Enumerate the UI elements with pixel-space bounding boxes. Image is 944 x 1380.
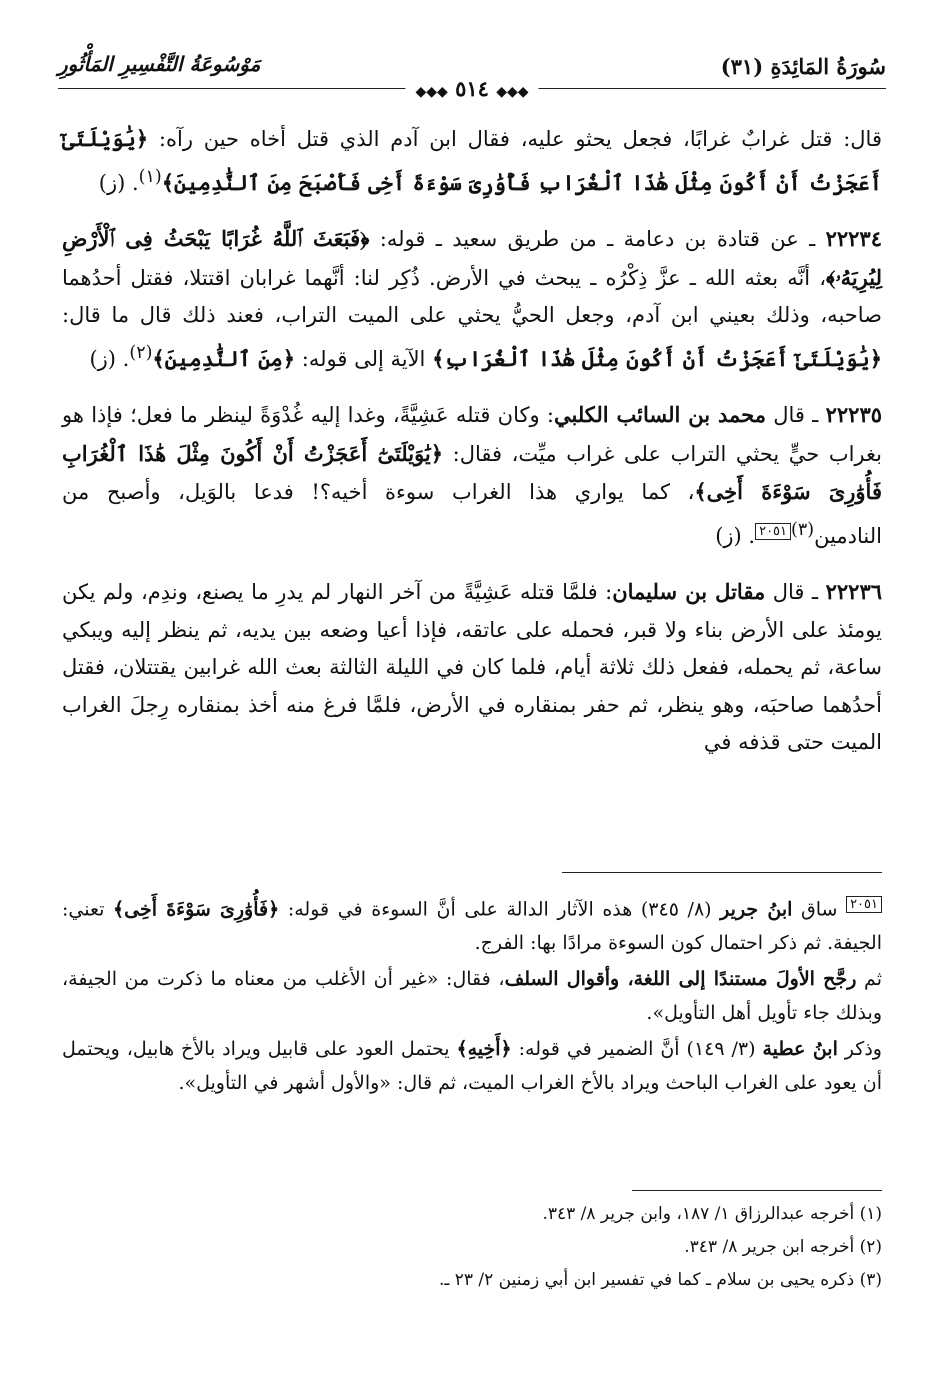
narration-number: ٢٢٢٣٤	[825, 226, 882, 251]
quran-verse: ﴿فَبَعَثَ ٱللَّهُ غُرَابًا يَبْحَثُ فِى ٱلْأَرْضِ لِيُرِيَهُۥ﴾	[62, 226, 882, 290]
main-text	[62, 120, 882, 780]
text: ـ قال	[765, 403, 826, 427]
paragraph	[62, 396, 882, 555]
text: ، كما يواري هذا الغراب سوءة أخيه؟! فدعا بالوَيل، وأصبح من النادمين	[62, 480, 882, 548]
paragraph	[62, 120, 882, 202]
text: ـ عن قتادة بن دعامة ـ من طريق سعيد ـ قوله:	[369, 227, 826, 251]
quran-verse: ﴿فَأُوَٰرِىَ سَوْءَةَ أَخِى﴾	[113, 898, 280, 921]
scholar-name: ابنُ جرير	[720, 898, 793, 921]
text: الآية إلى قوله:	[295, 346, 433, 371]
surah-title: سُورَةُ المَائِدَةِ (٣١)	[720, 54, 886, 79]
note-reference: ٢٠٥١	[846, 896, 882, 913]
footnote: (٣) ذكره يحيى بن سلام ـ كما في تفسير ابن أبي زمنين ٢/ ٢٣ ـ.	[438, 1270, 882, 1290]
text: . (ز)	[715, 523, 756, 548]
ornament-icon: ◆◆◆	[415, 84, 448, 100]
emphasis: رجَّح الأولَ مستندًا إلى اللغة، وأقوال السلف	[504, 968, 857, 991]
text: : وكان قتله عَشِيَّةً، وغدا إليه غُدْوَةً لينظر ما فعل؛ فإذا هو بغراب حيٍّ يحثي التراب على غراب ميِّت، فقال:	[62, 403, 882, 466]
note-separator	[562, 872, 882, 873]
quran-verse: ﴿أَخِيهِ﴾	[456, 1038, 512, 1061]
page-number-text: ٥١٤	[455, 76, 489, 101]
footnote-marker: (٢)	[129, 342, 153, 363]
footnote: (١) أخرجه عبدالرزاق ١/ ١٨٧، وابن جرير ٨/ ٣٤٣.	[542, 1204, 882, 1224]
text: ثم	[856, 968, 882, 991]
text: ، فقال: «غير أن الأغلب من معناه ما ذكرت من الجيفة، وبذلك جاء تأويل أهل التأويل».	[62, 968, 882, 1025]
book-title: مَوْسُوعَةُ التَّفْسِيرِ المَأْثُورِ	[58, 52, 261, 76]
footnotes	[62, 1198, 882, 1297]
note-line	[62, 888, 882, 960]
page-header	[58, 48, 886, 101]
paragraph	[62, 573, 882, 762]
narration-number: ٢٢٢٣٥	[825, 402, 883, 427]
note-line	[62, 962, 882, 1030]
note-line	[62, 1032, 882, 1100]
text: ـ قال	[765, 580, 826, 604]
editor-notes	[62, 888, 882, 1102]
page-number	[405, 76, 538, 101]
text: (٣/ ١٤٩) أنَّ الضمير في قوله:	[511, 1038, 763, 1061]
text: (٨/ ٣٤٥) هذه الآثار الدالة على أنَّ السوءة في قوله:	[279, 898, 721, 921]
text: قال: قتل غرابٌ غرابًا، فجعل يحثو عليه، فقال ابن آدم الذي قتل أخاه حين رآه:	[148, 127, 882, 151]
quran-verse: ﴿مِنَ ٱلنَّٰدِمِينَ﴾	[152, 345, 296, 371]
text: . (ز)	[98, 170, 139, 195]
narrator-name: محمد بن السائب الكلبي	[553, 402, 766, 427]
text: تعني: الجيفة. ثم ذكر احتمال كون السوءة مرادًا بها: الفرج.	[62, 898, 882, 955]
footnote: (٢) أخرجه ابن جرير ٨/ ٣٤٣.	[684, 1237, 882, 1257]
text: ، أنَّه بعثه الله ـ عزَّ ذِكْرُه ـ يبحث في الأرض. ذُكِر لنا: أنَّهما غرابان اقتتلا، فقتل أحدُهما صاحبه، وذلك بعيني ابن آدم، وجعل الحيُّ يحثي على الميت التراب، فعند ذلك قال ما قال:	[62, 265, 882, 327]
ornament-icon: ◆◆◆	[496, 84, 529, 100]
text: ساق	[792, 898, 847, 921]
footnote-separator	[632, 1190, 882, 1191]
footnote-marker: (١)	[138, 166, 162, 187]
text: وذكر	[837, 1038, 882, 1061]
quran-verse: ﴿يَٰوَيْلَتَىٰٓ أَعَجَزْتُ أَنْ أَكُونَ مِثْلَ هَٰذَا ٱلْغُرَابِ فَأُوَٰرِىَ سَوْءَةَ أَخِى فَأَصْبَحَ مِنَ ٱلنَّٰدِمِينَ﴾	[62, 126, 882, 195]
footnote-marker: (٣)	[791, 519, 815, 540]
text: : فلمَّا قتله عَشِيَّةً من آخر النهار لم يدرِ ما يصنع، وندِم، ولم يكن يومئذ على الأرض بناء ولا قبر، فحمله على عاتقه، فإذا أعيا وضعه بين يديه، ثم ينظر إليه ويبكي ساعة، ثم يحمله، ففعل ذلك ثلاثة أيام، فلما كان في الليلة الثالثة بعث الله غرابين يقتتلان، فقتل أحدُهما صاحبَه، وهو ينظر، ثم حفر بمنقاره في الأرض، فلمَّا فرغ منه أخذ بمنقاره رِجلَ الغراب الميت حتى قذفه في	[62, 580, 882, 754]
scholar-name: ابنُ عطية	[762, 1038, 838, 1061]
narrator-name: مقاتل بن سليمان	[612, 579, 766, 604]
quran-verse: ﴿يَٰوَيْلَتَىٰٓ أَعَجَزْتُ أَنْ أَكُونَ مِثْلَ هَٰذَا ٱلْغُرَابِ فَأُوَٰرِىَ سَوْءَةَ أَخِى﴾	[62, 440, 882, 504]
note-reference: ٢٠٥١	[755, 523, 791, 540]
paragraph	[62, 220, 882, 378]
text: . (ز)	[89, 346, 130, 371]
quran-verse: ﴿يَٰوَيْلَتَىٰٓ أَعَجَزْتُ أَنْ أَكُونَ مِثْلَ هَٰذَا ٱلْغُرَابِ﴾	[432, 345, 882, 371]
text: يحتمل العود على قابيل ويراد بالأخ هابيل، ويحتمل أن يعود على الغراب الباحث ويراد بالأخ الغراب الميت، ثم قال: «والأول أشهر في التأويل».	[62, 1038, 882, 1095]
narration-number: ٢٢٢٣٦	[825, 579, 883, 604]
